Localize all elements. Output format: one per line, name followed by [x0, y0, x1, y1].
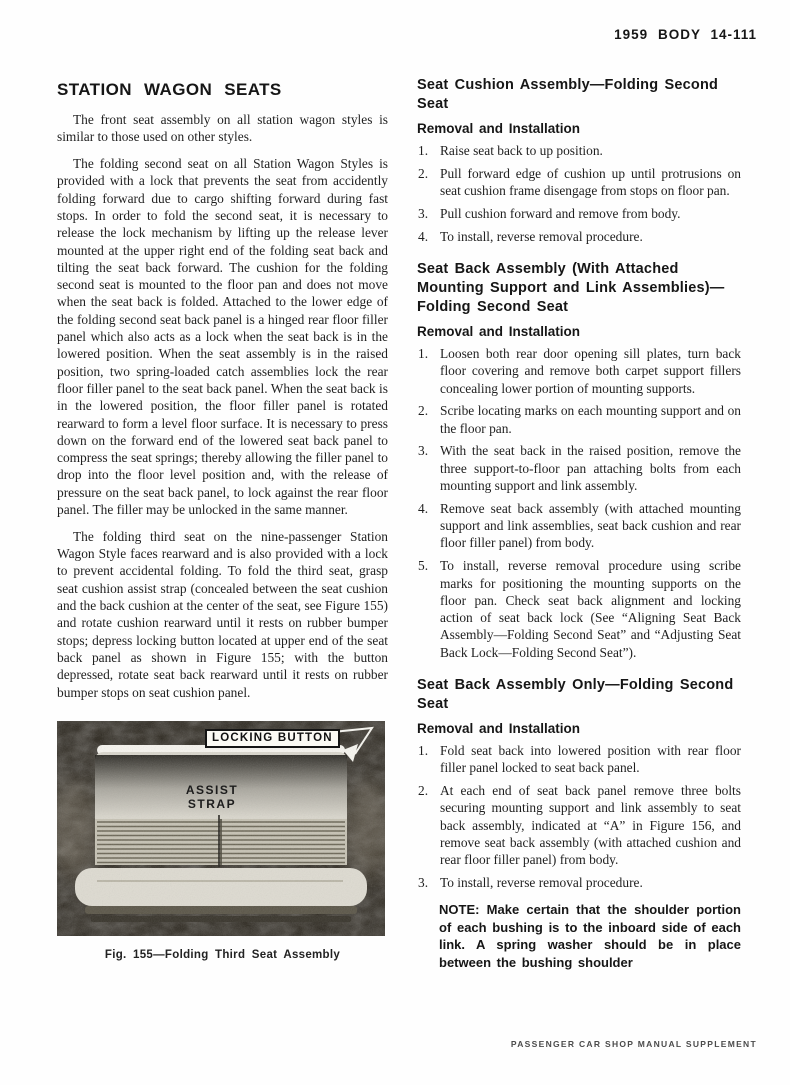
removal-installation-heading: Removal and Installation: [417, 323, 581, 339]
assist-strap-label-line2: STRAP: [187, 796, 237, 811]
figure-caption: Fig. 155—Folding Third Seat Assembly: [104, 948, 341, 961]
step-text: To install, reverse removal procedure.: [440, 875, 643, 891]
step-number: 2.: [418, 403, 429, 419]
step: [417, 742, 741, 777]
step-number: 1.: [418, 345, 429, 361]
seat-photo: [57, 721, 385, 936]
step-text: To install, reverse removal procedure.: [440, 228, 643, 244]
section-heading: Seat Back Assembly Only—Folding Second Seat: [417, 677, 734, 713]
step: [417, 402, 741, 437]
step-text: Scribe locating marks on each mounting support and on the floor pan.: [440, 403, 741, 436]
step: [417, 874, 741, 891]
step-text: Fold seat back into lowered position with rear floor filler panel locked to seat back panel.: [440, 743, 741, 776]
assist-strap-label: [167, 783, 257, 811]
step-number: 3.: [418, 443, 429, 459]
step-number: 2.: [418, 165, 429, 181]
step-number: 2.: [418, 783, 429, 799]
step: [417, 500, 741, 552]
step-text: Remove seat back assembly (with attached mounting support and link assemblies, seat back cushion and rear floor filler panel) from body.: [440, 500, 741, 551]
step: [417, 142, 741, 159]
step-text: Loosen both rear door opening sill plates, turn back floor covering and remove both carpet support fillers concealing lower portion of mounting supports.: [440, 345, 741, 396]
step-text: To install, reverse removal procedure using scribe marks for positioning the mounting supports on the floor pan. Check seat back alignment and locking action of seat back lock (See “Aligning Seat Back Assembly—Folding Second Seat” and “Adjusting Seat Back Lock—Folding Second Seat”).: [440, 558, 741, 660]
step-text: Pull forward edge of cushion up until protrusions on seat cushion frame disengage from stops on floor pan.: [440, 165, 741, 199]
step-text: With the seat back in the raised position, remove the three support-to-floor pan attaching bolts from each mounting support and link assembly.: [440, 443, 741, 494]
paragraph: The folding second seat on all Station Wagon Styles is provided with a lock that prevents the seat from accidently folding forward due to cargo shifting forward during fast stops. In order to fold the second seat, it is necessary to release the lock mechanism by lifting up the release lever mounted at the upper right end of the folding seat back and tilting the seat back forward. The cushion for the folding second seat is mounted to the floor pan and does not move when the seat back is folded. Attached to the lower edge of the folding second seat back panel is a hinged rear floor filler panel which also acts as a lock when the seat back is in the lowered position. When the seat assembly is in the raised position, two spring-loaded catch assemblies lock the rear floor filler panel to the seat back panel. When the seat back is in the lowered position, the floor filler panel is rotated rearward to form a level floor surface. It is necessary to press down on the forward end of the lowered seat back panel to compress the seat springs; thereby allowing the filler panel to drop into the floor level position and, with the release of pressure on the seat back panel, to lock against the rear floor panel. The filler may be unlocked in the same manner.: [57, 156, 388, 518]
page-header: 1959 BODY 14-111: [614, 27, 757, 42]
step: [417, 782, 741, 868]
locking-button-label: LOCKING BUTTON: [205, 729, 340, 748]
page-footer: PASSENGER CAR SHOP MANUAL SUPPLEMENT: [510, 1039, 757, 1049]
step: [417, 345, 741, 397]
section-heading: Seat Back Assembly (With Attached Mounting Support and Link Assemblies)—Folding Second Seat: [417, 260, 725, 315]
page-title: STATION WAGON SEATS: [57, 80, 282, 99]
step: [417, 205, 741, 222]
step-text: At each end of seat back panel remove three bolts securing mounting support and link assembly to seat back assembly, indicated at “A” in Figure 156, and remove seat back assembly (with attached cushion and rear floor filler panel) from body.: [440, 783, 741, 868]
note-block: NOTE: Make certain that the shoulder portion of each bushing is to the inboard side of each link. A spring washer should be in place between the bushing shoulder: [439, 902, 741, 970]
paragraph: The front seat assembly on all station wagon styles is similar to those used on other styles.: [57, 112, 388, 145]
step-number: 3.: [418, 205, 429, 221]
step-number: 5.: [418, 558, 429, 574]
step-number: 4.: [418, 500, 429, 516]
figure-155: [57, 721, 388, 961]
step-number: 1.: [418, 743, 429, 759]
step: [417, 228, 741, 245]
section-heading: Seat Cushion Assembly—Folding Second Seat: [417, 77, 719, 112]
removal-installation-heading: Removal and Installation: [417, 721, 581, 737]
assist-strap-label-line1: ASSIST: [185, 782, 239, 797]
step: [417, 557, 741, 661]
step-number: 3.: [418, 875, 429, 891]
paragraph: The folding third seat on the nine-passenger Station Wagon Style faces rearward and is also provided with a lock to prevent accidental folding. To fold the third seat, grasp seat cushion assist strap (concealed between the seat cushion and the back cushion at the center of the seat, see Figure 155) and rotate cushion rearward until it rests on rubber bumper stops; depress locking button located at upper end of the seat back panel as shown in Figure 155; with the button depressed, rotate seat back rearward until it rests on rubber bumper stops on seat cushion panel.: [57, 528, 388, 700]
left-column: [57, 80, 388, 961]
step-text: Raise seat back to up position.: [440, 143, 603, 158]
step-text: Pull cushion forward and remove from body.: [440, 205, 681, 221]
step: [417, 165, 741, 200]
step-number: 4.: [418, 228, 429, 244]
right-column: [417, 76, 741, 971]
seat-photo-art: [57, 721, 385, 936]
step-number: 1.: [418, 143, 429, 158]
step: [417, 442, 741, 494]
removal-installation-heading: Removal and Installation: [417, 121, 581, 136]
